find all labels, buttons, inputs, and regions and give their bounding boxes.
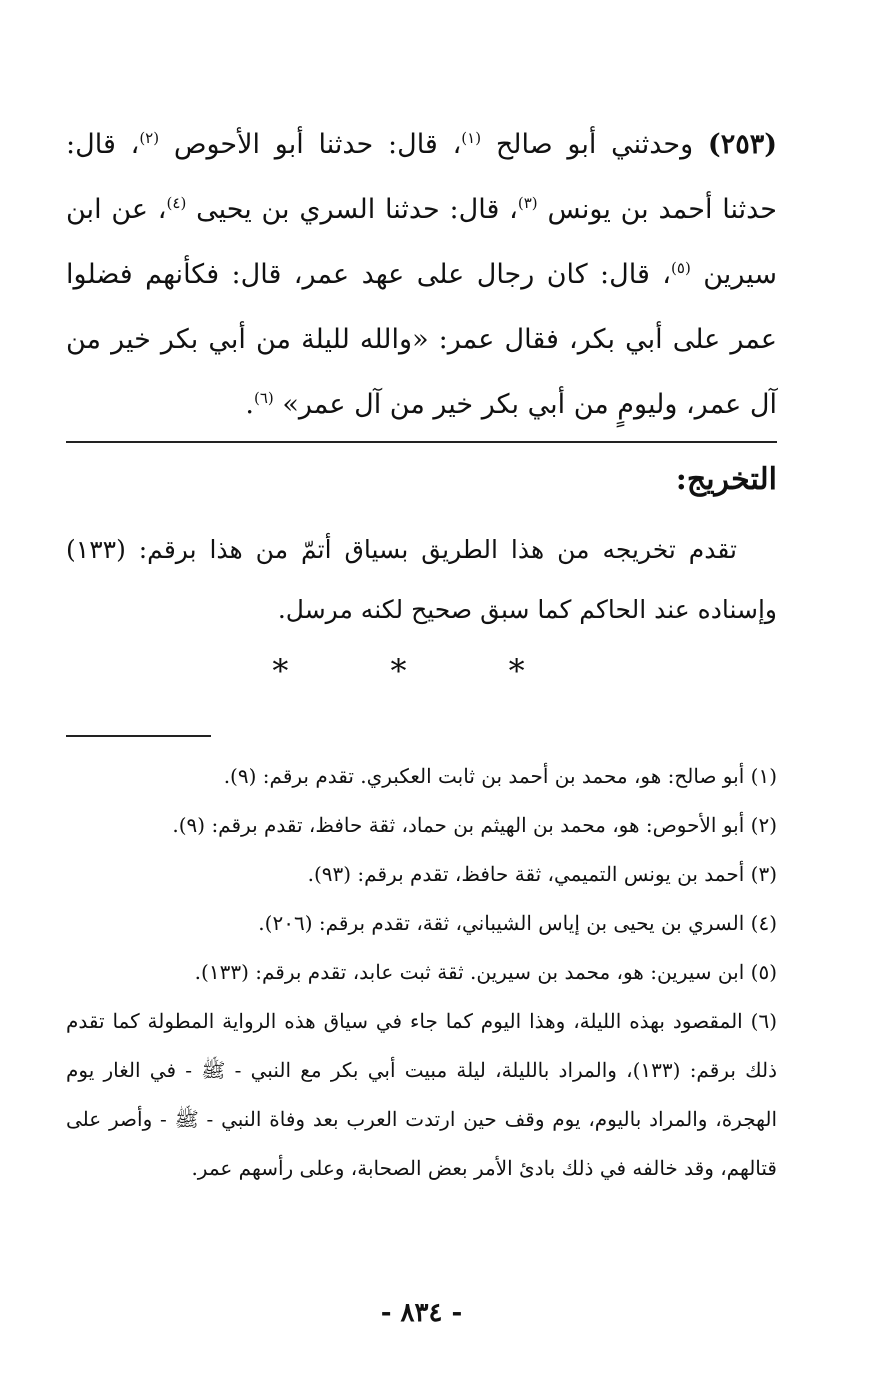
hadith-paragraph	[66, 112, 777, 437]
footnote-ref-3[interactable]: (٣)	[517, 194, 538, 212]
footnote-ref-2[interactable]: (٢)	[139, 129, 160, 147]
footnote-ref-6[interactable]: (٦)	[253, 389, 274, 407]
takhrij-section	[66, 520, 777, 640]
footnote-divider	[66, 735, 211, 737]
footnote-6	[66, 997, 777, 1193]
hadith-number: (٢٥٣)	[707, 129, 777, 160]
takhrij-text: تقدم تخريجه من هذا الطريق بسياق أتمّ من هذا برقم: (١٣٣) وإسناده عند الحاكم كما سبق صحيح لكنه مرسل.	[66, 535, 777, 624]
hadith-text	[66, 112, 777, 437]
takhrij-heading: التخريج:	[675, 462, 777, 497]
page-number: - ٨٣٤ -	[380, 1298, 463, 1328]
hadith-segment: ، قال: كان رجال على عهد عمر، قال: فكأنهم فضلوا عمر على أبي بكر، فقال عمر: «والله لليلة من أبي بكر خير من آل عمر، وليومٍ من أبي بكر خير من آل عمر»	[66, 259, 777, 420]
section-divider	[66, 441, 777, 443]
hadith-segment: وحدثني أبو صالح	[495, 129, 708, 160]
footnote-ref-5[interactable]: (٥)	[671, 259, 691, 277]
footnote-1: (١) أبو صالح: هو، محمد بن أحمد بن ثابت العكبري. تقدم برقم: (٩).	[223, 764, 777, 788]
footnote-ref-1[interactable]: (١)	[461, 129, 482, 147]
hadith-segment: ، قال: حدثنا أبو الأحوص	[173, 129, 462, 160]
footnotes	[66, 752, 777, 1193]
footnote-4: (٤) السري بن يحيى بن إياس الشيباني، ثقة، تقدم برقم: (٢٠٦).	[258, 911, 777, 935]
hadith-segment: ، عن ابن سيرين	[66, 194, 777, 290]
footnote-6-number: (٦)	[750, 1009, 778, 1033]
footnote-2: (٢) أبو الأحوص: هو، محمد بن الهيثم بن حماد، ثقة حافظ، تقدم برقم: (٩).	[172, 813, 777, 837]
footnote-ref-4[interactable]: (٤)	[166, 194, 187, 212]
footnote-3: (٣) أحمد بن يونس التميمي، ثقة حافظ، تقدم برقم: (٩٣).	[307, 862, 777, 886]
hadith-segment: .	[245, 389, 254, 420]
footnote-6-text: المقصود بهذه الليلة، وهذا اليوم كما جاء في سياق هذه الرواية المطولة كما تقدم ذلك برقم: (١٣٣)، والمراد بالليلة، ليلة مبيت أبي بكر مع النبي - ﷺ - في الغار يوم الهجرة، والمراد باليوم، يوم وقف حين ارتدت العرب بعد وفاة النبي - ﷺ - وأصر على قتالهم، وقد خالفه في ذلك بادئ الأمر بعض الصحابة، وعلى رأسهم عمر.	[66, 1009, 777, 1180]
book-page	[66, 0, 777, 1385]
hadith-segment: ، قال: حدثنا السري بن يحيى	[196, 194, 518, 225]
section-separator-stars: * * *	[272, 652, 571, 690]
footnote-5: (٥) ابن سيرين: هو، محمد بن سيرين. ثقة ثبت عابد، تقدم برقم: (١٣٣).	[194, 960, 777, 984]
hadith-segment: ، قال: حدثنا أحمد بن يونس	[66, 129, 777, 225]
